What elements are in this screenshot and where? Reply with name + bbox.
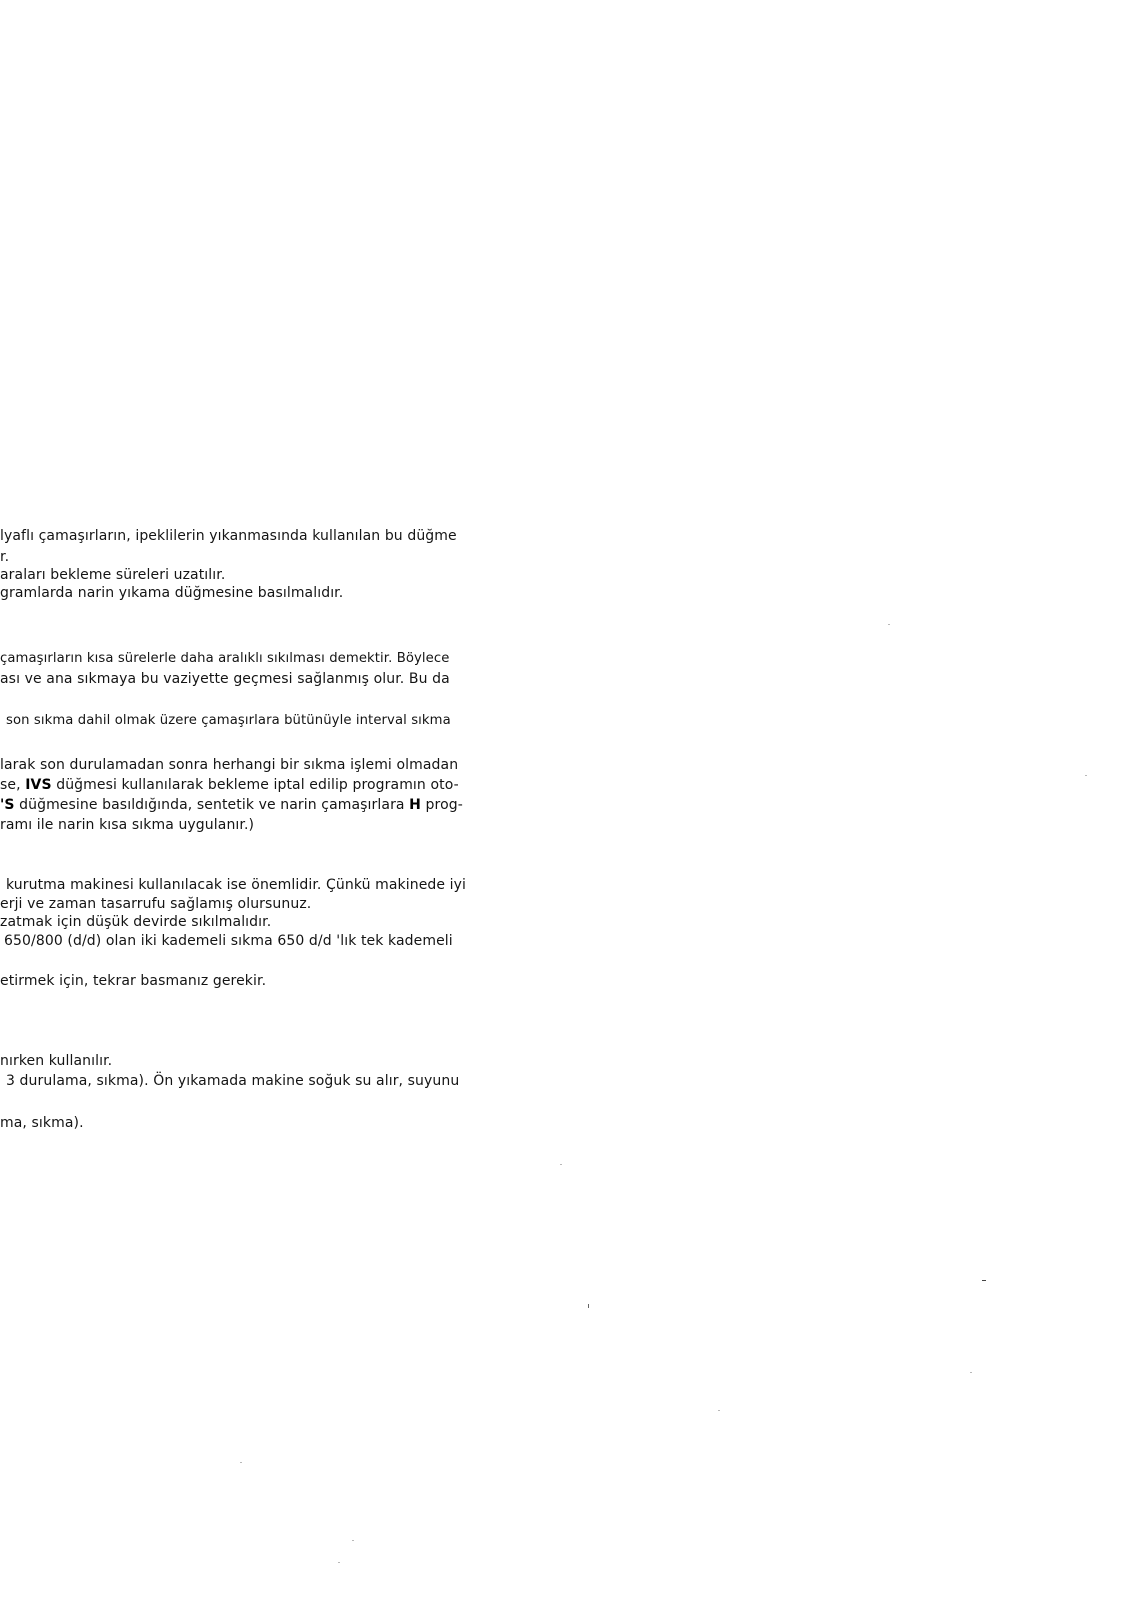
narin-yikama-line-4: gramlarda narin yıkama düğmesine basılmalıdır.: [0, 585, 344, 601]
scan-speck: [352, 1540, 354, 1541]
sikma-devri-line-3: zatmak için düşük devirde sıkılmalıdır.: [0, 914, 272, 930]
interval-sikma-line-1: çamaşırların kısa sürelerle daha aralıklı sıkılması demektir. Böylece: [0, 651, 450, 666]
scan-speck: [970, 1372, 972, 1373]
interval-sikma-line-5-pre: se,: [0, 777, 26, 793]
interval-sikma-line-6-mid: düğmesine basıldığında, sentetik ve narin çamaşırlara: [14, 797, 410, 813]
sikma-devri-line-5: etirmek için, tekrar basmanız gerekir.: [0, 973, 267, 989]
interval-sikma-line-5-post: düğmesi kullanılarak bekleme iptal edilip programın oto-: [51, 777, 459, 793]
scan-speck: [982, 1280, 986, 1281]
interval-sikma-line-6: [0, 796, 463, 814]
narin-yikama-line-3: araları bekleme süreleri uzatılır.: [0, 567, 226, 583]
scan-speck: [560, 1164, 562, 1165]
h-program-label: H: [409, 797, 421, 813]
ivs-label: IVS: [25, 777, 52, 793]
on-yikama-line-2: 3 durulama, sıkma). Ön yıkamada makine soğuk su alır, suyunu: [6, 1073, 460, 1089]
interval-sikma-line-4: larak son durulamadan sonra herhangi bir sıkma işlemi olmadan: [0, 757, 459, 773]
sikma-devri-line-2: erji ve zaman tasarrufu sağlamış olursunuz.: [0, 896, 312, 912]
scan-speck: [718, 1410, 720, 1411]
scan-speck: [338, 1562, 340, 1563]
scan-speck: [240, 1462, 242, 1463]
narin-yikama-line-2: r.: [0, 549, 10, 565]
on-yikama-line-1: nırken kullanılır.: [0, 1053, 113, 1069]
interval-sikma-line-3: son sıkma dahil olmak üzere çamaşırlara bütünüyle interval sıkma: [6, 713, 451, 728]
interval-sikma-line-6-post: prog-: [420, 797, 463, 813]
sikma-devri-line-1: kurutma makinesi kullanılacak ise önemlidir. Çünkü makinede iyi: [6, 877, 467, 893]
scan-speck: [888, 624, 890, 625]
on-yikama-line-3: ma, sıkma).: [0, 1115, 84, 1131]
scan-speck: [1085, 775, 1087, 776]
scan-speck: [588, 1304, 589, 1308]
interval-sikma-line-7: ramı ile narin kısa sıkma uygulanır.): [0, 817, 255, 833]
narin-yikama-line-1: lyaflı çamaşırların, ipeklilerin yıkanmasında kullanılan bu düğme: [0, 528, 457, 544]
sikma-devri-line-4: 650/800 (d/d) olan iki kademeli sıkma 650 d/d 'lık tek kademeli: [4, 933, 453, 949]
interval-sikma-line-5: [0, 776, 459, 794]
ivs-label-partial: 'S: [0, 797, 15, 813]
interval-sikma-line-2: ası ve ana sıkmaya bu vaziyette geçmesi sağlanmış olur. Bu da: [0, 671, 450, 687]
